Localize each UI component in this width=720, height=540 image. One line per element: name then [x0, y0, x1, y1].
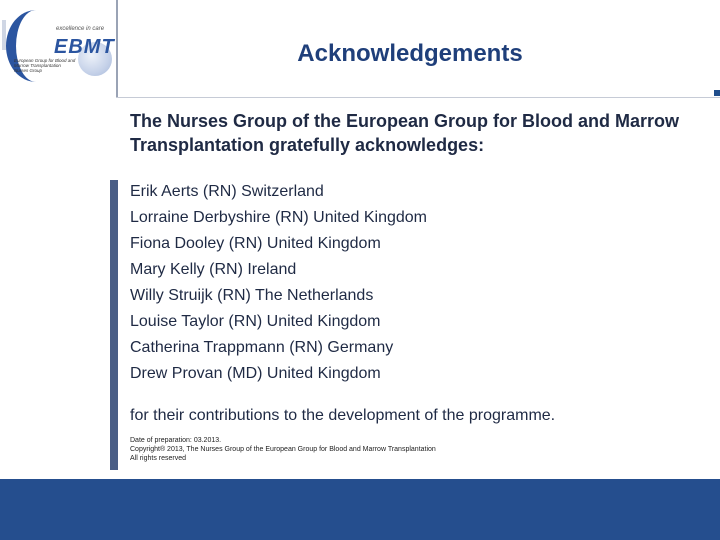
header-divider-horizontal — [116, 97, 720, 98]
copyright-line: Copyright® 2013, The Nurses Group of the European Group for Blood and Marrow Transplantation — [130, 446, 436, 453]
logo-tagline: excellence in care — [56, 26, 105, 32]
list-item: Catherina Trappmann (RN) Germany — [130, 339, 394, 356]
list-item: Louise Taylor (RN) United Kingdom — [130, 313, 381, 330]
logo-subtitle: European Group for Blood and Marrow Transplantation Nurses Group — [14, 58, 76, 73]
list-item: Erik Aerts (RN) Switzerland — [130, 183, 324, 200]
preparation-date: Date of preparation: 03.2013. — [130, 437, 222, 444]
slide-title: Acknowledgements — [297, 40, 523, 67]
intro-text: The Nurses Group of the European Group for Blood and Marrow Transplantation gratefully acknowledges: — [130, 111, 680, 155]
corner-marker — [714, 90, 720, 96]
footer-band — [0, 479, 720, 540]
names-list — [130, 179, 690, 387]
fine-print — [130, 436, 690, 463]
header-divider-vertical — [116, 0, 118, 98]
logo-wordmark: EBMT — [54, 36, 115, 58]
list-item: Mary Kelly (RN) Ireland — [130, 261, 297, 278]
ebmt-logo — [0, 0, 116, 98]
list-item: Fiona Dooley (RN) United Kingdom — [130, 235, 381, 252]
list-item: Lorraine Derbyshire (RN) United Kingdom — [130, 209, 428, 226]
rights-line: All rights reserved — [130, 455, 187, 462]
list-item: Willy Struijk (RN) The Netherlands — [130, 287, 374, 304]
closing-text: for their contributions to the development of the programme. — [130, 407, 556, 424]
content-accent-bar — [110, 180, 118, 470]
list-item: Drew Provan (MD) United Kingdom — [130, 365, 381, 382]
